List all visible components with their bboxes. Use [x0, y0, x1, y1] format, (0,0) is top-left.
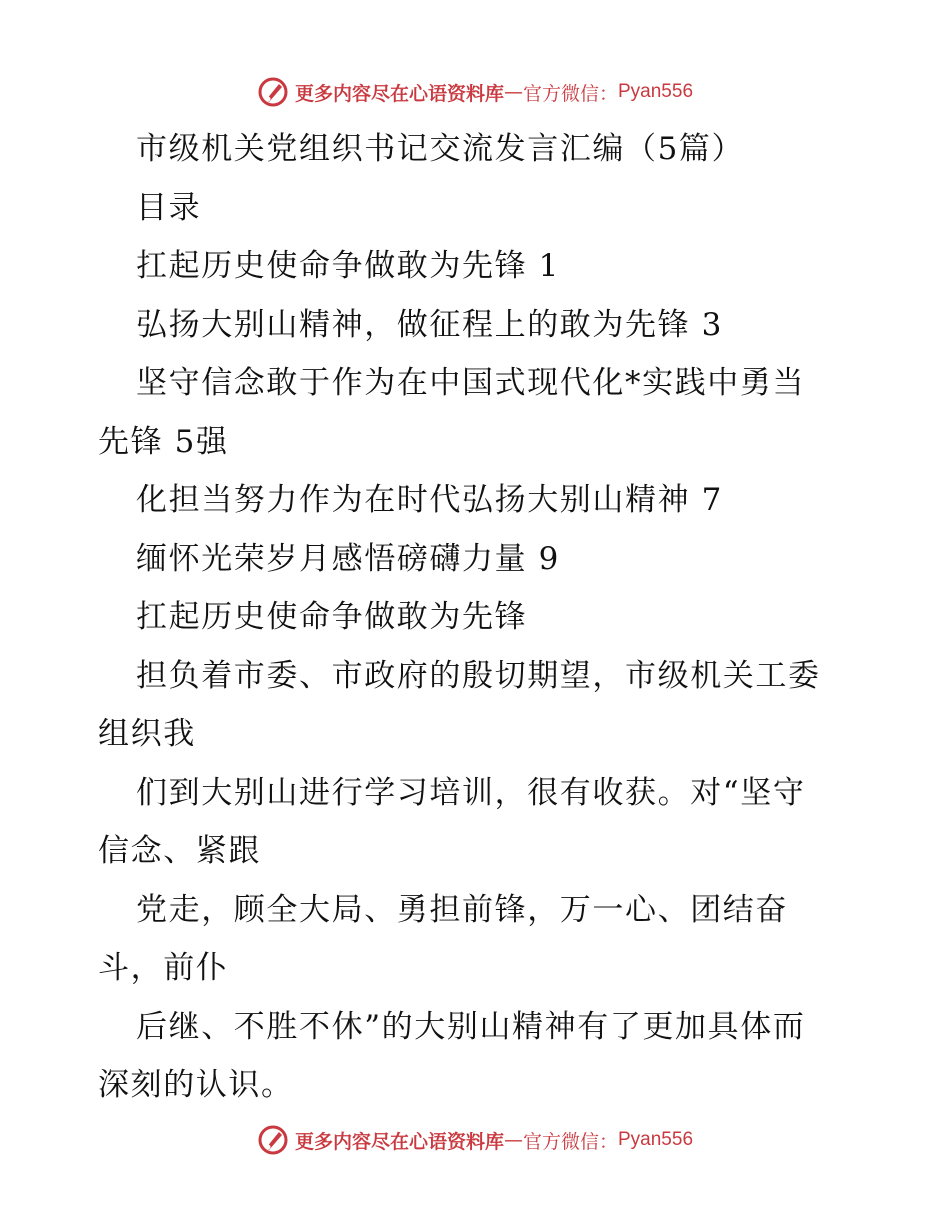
toc-entry-3-continued: 先锋 5强	[98, 423, 229, 460]
footer-watermark	[0, 1118, 950, 1162]
quill-logo-icon	[257, 1124, 289, 1156]
watermark-dash: —	[503, 81, 523, 103]
quill-logo-icon	[257, 76, 289, 108]
paragraph-line: 担负着市委、市政府的殷切期望，市级机关工委	[136, 657, 821, 694]
toc-entry-2: 弘扬大别山精神，做征程上的敢为先锋 3	[136, 306, 723, 343]
watermark-text: 更多内容尽在心语资料库	[294, 1130, 504, 1153]
header-watermark	[0, 70, 950, 114]
paragraph-line: 深刻的认识。	[98, 1067, 294, 1103]
paragraph-line: 斗，前仆	[98, 950, 229, 986]
watermark-label: 官方微信：	[522, 82, 618, 105]
paragraph-line: 信念、紧跟	[98, 833, 261, 869]
toc-heading: 目录	[136, 189, 202, 226]
watermark-id: Pyan556	[618, 81, 694, 102]
watermark-text: 更多内容尽在心语资料库	[294, 82, 504, 105]
document-title: 市级机关党组织书记交流发言汇编（5篇）	[136, 131, 745, 167]
paragraph-line: 党走，顾全大局、勇担前锋，万一心、团结奋	[136, 891, 788, 928]
watermark-dash: —	[503, 1129, 523, 1151]
watermark-label: 官方微信：	[522, 1130, 618, 1153]
toc-entry-5: 缅怀光荣岁月感悟磅礴力量 9	[136, 540, 560, 577]
document-body	[98, 120, 858, 1115]
paragraph-line: 们到大别山进行学习培训，很有收获。对“坚守	[136, 774, 806, 811]
toc-entry-3: 坚守信念敢于作为在中国式现代化*实践中勇当	[136, 365, 806, 401]
toc-entry-4: 化担当努力作为在时代弘扬大别山精神 7	[136, 482, 723, 518]
toc-entry-1: 扛起历史使命争做敢为先锋 1	[136, 248, 560, 284]
paragraph-line: 后继、不胜不休”的大别山精神有了更加具体而	[136, 1008, 806, 1045]
watermark-id: Pyan556	[618, 1129, 694, 1150]
section-heading: 扛起历史使命争做敢为先锋	[136, 599, 528, 635]
paragraph-line: 组织我	[98, 716, 196, 752]
